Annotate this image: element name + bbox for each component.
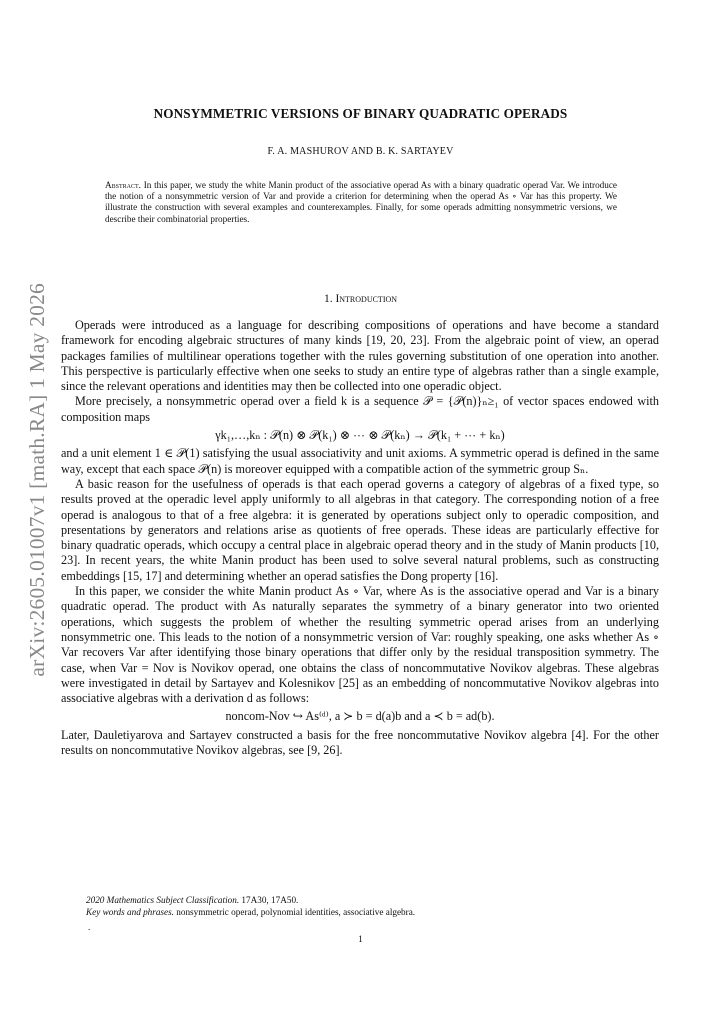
footnote-text: nonsymmetric operad, polynomial identities, associative algebra. <box>176 907 416 917</box>
arxiv-stamp-text: arXiv:2605.01007v1 [math.RA] 1 May 2026 <box>24 283 49 677</box>
paragraph: A basic reason for the usefulness of operads is that each operad governs a category of algebras of a fixed type, so results proved at the operadic level apply uniformly to all algebras in that category. The corresponding notion of a free operad is analogous to that of a free algebra: it is generated by operations subject only to operadic composition, and presentations by generators and relations arise as quotients of free operads. These ideas are particularly effective for binary quadratic operads, which occupy a central place in algebraic operad theory and in the study of Manin products [10, 23]. In recent years, the white Manin product has been used to solve several natural problems, such as constructing embeddings [15, 17] and determining whether an operad satisfies the Dong property [16]. <box>61 476 659 583</box>
abstract-text: In this paper, we study the white Manin product of the associative operad As with a binary quadratic operad Var. We introduce the notion of a nonsymmetric version of Var and provide a criterion for determining when the operad As ∘ Var has this property. We illustrate the construction with several examples and counterexamples. Finally, for some operads admitting nonsymmetric versions, we describe their combinatorial properties. <box>105 180 618 224</box>
paragraph: and a unit element 1 ∈ 𝒫(1) satisfying the usual associativity and unit axioms. A symmetric operad is defined in the same way, except that each space 𝒫(n) is moreover equipped with a compatible action of the symmetric group Sₙ. <box>61 446 659 476</box>
arxiv-stamp <box>20 285 54 675</box>
page-number: 1 <box>358 935 363 945</box>
section-heading <box>0 293 721 305</box>
abstract <box>105 180 617 225</box>
body-text <box>61 318 659 758</box>
paragraph: In this paper, we consider the white Manin product As ∘ Var, where As is the associative operad and Var is a binary quadratic operad. The product with As naturally separates the symmetry of a binary generator into two oriented operations, which suggests the problem of whether the resulting symmetric operad arises from an underlying nonsymmetric one. This leads to the notion of a nonsymmetric version of Var: roughly speaking, one asks whether As ∘ Var recovers Var after identifying those binary operations that differ only by the residual transposition symmetry. The case, when Var = Nov is Novikov operad, one obtains the class of noncommutative Novikov algebras. These algebras were investigated in detail by Sartayev and Kolesnikov [25] as an embedding of noncommutative Novikov algebras into associative algebras with a derivation d as follows: <box>61 584 659 706</box>
paragraph: Operads were introduced as a language for describing compositions of operations and have become a standard framework for encoding algebraic structures of many kinds [19, 20, 23]. From the algebraic point of view, an operad packages families of multilinear operations together with the rules governing substitution of one operation into another. This perspective is particularly effective when one seeks to study an entire type of algebras rather than a single example, since the relevant operations and identities may then be collected into one operadic object. <box>61 318 659 394</box>
footnote-keywords <box>86 906 646 918</box>
paragraph: Later, Dauletiyarova and Sartayev constructed a basis for the free noncommutative Novikov algebra [4]. For the other results on noncommutative Novikov algebras, see [9, 26]. <box>61 727 659 758</box>
section-title: Introduction <box>335 293 398 305</box>
equation-novikov-embedding: noncom-Nov ↪ As⁽ᵈ⁾, a ≻ b = d(a)b and a ≺ b = ad(b). <box>225 709 495 724</box>
footnote-msc <box>86 894 646 906</box>
paper-authors: F. A. MASHUROV AND B. K. SARTAYEV <box>267 146 454 157</box>
paragraph: More precisely, a nonsymmetric operad over a field k is a sequence 𝒫 = {𝒫(n)}ₙ≥₁ of vector spaces endowed with composition maps <box>61 394 659 424</box>
footnotes <box>86 894 646 918</box>
paper-title: NONSYMMETRIC VERSIONS OF BINARY QUADRATIC OPERADS <box>153 106 568 121</box>
abstract-label: Abstract. <box>105 180 141 190</box>
equation-composition-map: γk₁,…,kₙ : 𝒫(n) ⊗ 𝒫(k₁) ⊗ ⋯ ⊗ 𝒫(kₙ) → 𝒫(k₁ + ⋯ + kₙ) <box>215 428 505 443</box>
footnote-label: Key words and phrases. <box>86 907 174 917</box>
footnote-mark: . <box>88 922 91 932</box>
footnote-label: 2020 Mathematics Subject Classification. <box>86 895 240 905</box>
section-number: 1. <box>323 293 333 305</box>
footnote-text: 17A30, 17A50. <box>241 895 299 905</box>
